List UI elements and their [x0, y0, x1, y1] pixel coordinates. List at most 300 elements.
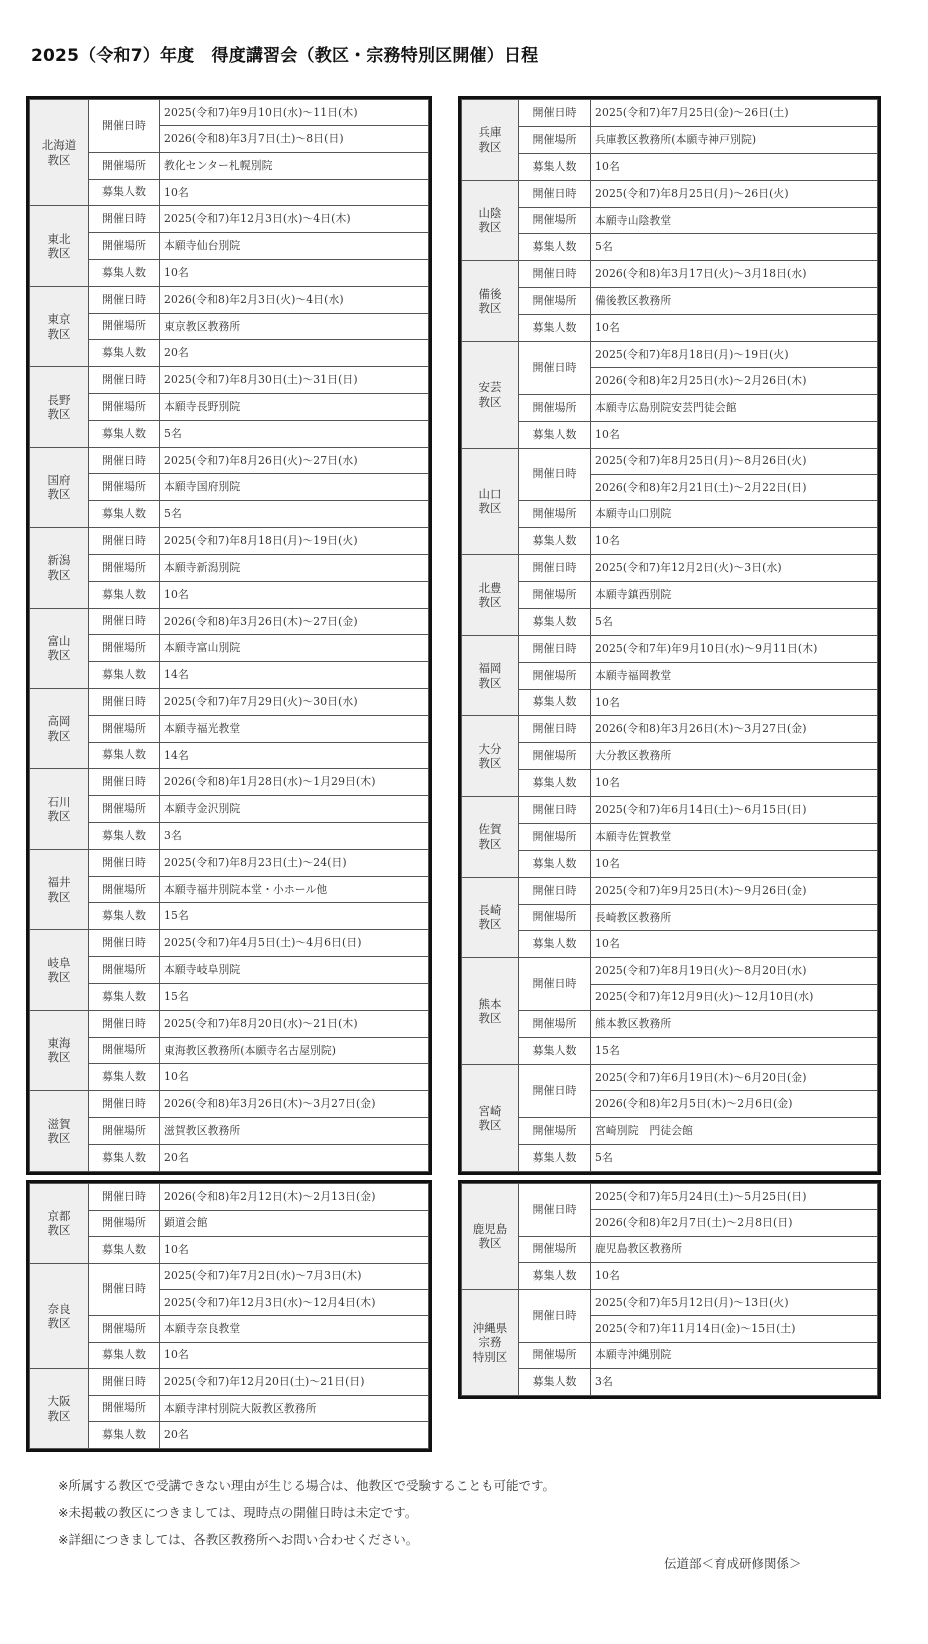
table-row	[462, 341, 878, 367]
capacity-label: 募集人数	[89, 259, 160, 286]
place-value: 本願寺広島別院安芸門徒会館	[591, 394, 878, 421]
table-row	[462, 288, 878, 315]
date-value: 2026(令和8)年2月12日(木)～2月13日(金)	[160, 1184, 429, 1211]
district-name: 北豊 教区	[462, 555, 519, 636]
place-label: 開催場所	[519, 743, 591, 770]
capacity-value: 10名	[160, 1342, 429, 1369]
place-value: 本願寺福井別院本堂・小ホール他	[160, 876, 429, 903]
place-value: 本願寺福岡教堂	[591, 662, 878, 689]
place-value: 本願寺津村別院大阪教区教務所	[160, 1395, 429, 1422]
place-label: 開催場所	[89, 233, 160, 260]
date-value: 2025(令和7)年5月12日(月)～13日(火)	[591, 1289, 878, 1315]
table-row	[462, 1289, 878, 1315]
table-row	[462, 823, 878, 850]
place-value: 本願寺山口別院	[591, 501, 878, 528]
table-row	[30, 662, 429, 689]
table-row	[462, 608, 878, 635]
table-row	[30, 1144, 429, 1171]
district-name: 大阪 教区	[30, 1369, 89, 1449]
table-row	[462, 1236, 878, 1263]
district-name: 高岡 教区	[30, 688, 89, 768]
table-row	[462, 770, 878, 797]
table-row	[30, 608, 429, 635]
place-label: 開催場所	[519, 207, 591, 234]
capacity-value: 20名	[160, 340, 429, 367]
place-label: 開催場所	[89, 796, 160, 823]
capacity-label: 募集人数	[519, 1144, 591, 1171]
date-value: 2025(令和7)年8月19日(火)～8月20日(水)	[591, 958, 878, 984]
place-label: 開催場所	[519, 582, 591, 609]
place-label: 開催場所	[89, 152, 160, 179]
date-value: 2026(令和8)年3月26日(木)～3月27日(金)	[160, 1091, 429, 1118]
date-value: 2025(令和7)年9月10日(水)～11日(木)	[160, 100, 429, 126]
capacity-value: 14名	[160, 662, 429, 689]
table-row	[30, 286, 429, 313]
capacity-value: 5名	[591, 1144, 878, 1171]
district-name: 安芸 教区	[462, 341, 519, 448]
district-name: 岐阜 教区	[30, 930, 89, 1010]
date-value: 2025(令和7)年8月26日(火)～27日(水)	[160, 447, 429, 474]
place-value: 本願寺沖縄別院	[591, 1342, 878, 1369]
date-value: 2026(令和8)年2月25日(水)～2月26日(木)	[591, 368, 878, 394]
date-value: 2025(令和7)年6月14日(土)～6月15日(日)	[591, 797, 878, 824]
capacity-value: 5名	[591, 608, 878, 635]
table-row	[30, 367, 429, 394]
capacity-value: 15名	[591, 1038, 878, 1065]
notes	[58, 1472, 555, 1553]
capacity-label: 募集人数	[519, 931, 591, 958]
table-row	[462, 1369, 878, 1396]
place-label: 開催場所	[89, 876, 160, 903]
table-row	[30, 1037, 429, 1064]
date-label: 開催日時	[519, 261, 591, 288]
capacity-label: 募集人数	[519, 1038, 591, 1065]
date-label: 開催日時	[89, 688, 160, 715]
capacity-value: 10名	[591, 770, 878, 797]
date-value: 2025(令和7)年8月30日(土)～31日(日)	[160, 367, 429, 394]
capacity-value: 20名	[160, 1144, 429, 1171]
date-value: 2025(令和7)年11月14日(金)～15日(土)	[591, 1316, 878, 1342]
table-row	[30, 259, 429, 286]
table-row	[462, 716, 878, 743]
date-label: 開催日時	[89, 206, 160, 233]
capacity-label: 募集人数	[89, 501, 160, 528]
table-row	[462, 100, 878, 127]
capacity-value: 3名	[591, 1369, 878, 1396]
capacity-value: 14名	[160, 742, 429, 769]
table-row	[30, 313, 429, 340]
table-row	[462, 662, 878, 689]
capacity-label: 募集人数	[89, 742, 160, 769]
table-row	[30, 769, 429, 796]
capacity-value: 10名	[591, 689, 878, 716]
place-value: 本願寺新潟別院	[160, 554, 429, 581]
table-row	[30, 823, 429, 850]
date-value: 2025(令和7)年8月25日(月)～8月26日(火)	[591, 448, 878, 474]
date-label: 開催日時	[89, 1184, 160, 1211]
table-row	[30, 447, 429, 474]
date-label: 開催日時	[519, 448, 591, 501]
table-row	[30, 1010, 429, 1037]
date-label: 開催日時	[89, 1010, 160, 1037]
date-value: 2026(令和8)年2月21日(土)～2月22日(日)	[591, 474, 878, 500]
date-value: 2025(令和7)年8月23日(土)～24(日)	[160, 849, 429, 876]
date-label: 開催日時	[519, 555, 591, 582]
district-name: 福岡 教区	[462, 635, 519, 716]
place-label: 開催場所	[89, 715, 160, 742]
date-label: 開催日時	[519, 1184, 591, 1237]
place-value: 本願寺山陰教堂	[591, 207, 878, 234]
table-row	[462, 877, 878, 904]
date-value: 2025(令和7)年12月20日(土)～21日(日)	[160, 1369, 429, 1396]
schedule-table-left-lower	[26, 1180, 432, 1452]
capacity-value: 15名	[160, 903, 429, 930]
district-name: 東北 教区	[30, 206, 89, 286]
date-label: 開催日時	[89, 1369, 160, 1396]
date-value: 2026(令和8)年2月7日(土)～2月8日(日)	[591, 1210, 878, 1236]
date-value: 2025(令和7)年12月3日(水)～4日(木)	[160, 206, 429, 233]
district-name: 兵庫 教区	[462, 100, 519, 181]
date-label: 開催日時	[519, 341, 591, 394]
table-row	[30, 394, 429, 421]
table-row	[30, 340, 429, 367]
table-row	[30, 528, 429, 555]
place-value: 本願寺金沢別院	[160, 796, 429, 823]
table-row	[30, 1263, 429, 1289]
place-label: 開催場所	[519, 126, 591, 153]
table-row	[462, 528, 878, 555]
place-label: 開催場所	[89, 1037, 160, 1064]
district-name: 滋賀 教区	[30, 1091, 89, 1172]
capacity-label: 募集人数	[519, 234, 591, 261]
footer-department: 伝道部＜育成研修関係＞	[664, 1556, 802, 1571]
date-label: 開催日時	[519, 635, 591, 662]
table-row	[462, 234, 878, 261]
district-name: 北海道 教区	[30, 100, 89, 206]
date-value: 2025(令和7)年6月19日(木)～6月20日(金)	[591, 1064, 878, 1090]
place-label: 開催場所	[89, 394, 160, 421]
date-value: 2025(令和7)年8月18日(月)～19日(火)	[591, 341, 878, 367]
place-label: 開催場所	[89, 1210, 160, 1237]
place-label: 開催場所	[519, 501, 591, 528]
place-value: 備後教区教務所	[591, 288, 878, 315]
capacity-value: 10名	[591, 153, 878, 180]
date-label: 開催日時	[89, 1091, 160, 1118]
table-row	[462, 743, 878, 770]
table-row	[462, 635, 878, 662]
district-table	[29, 99, 429, 1172]
place-value: 本願寺国府別院	[160, 474, 429, 501]
date-label: 開催日時	[519, 1064, 591, 1117]
table-row	[462, 1144, 878, 1171]
date-label: 開催日時	[89, 849, 160, 876]
table-row	[462, 126, 878, 153]
date-value: 2025(令和7)年8月20日(水)～21日(木)	[160, 1010, 429, 1037]
place-label: 開催場所	[89, 313, 160, 340]
place-value: 顕道会館	[160, 1210, 429, 1237]
place-value: 本願寺長野別院	[160, 394, 429, 421]
table-row	[30, 1369, 429, 1396]
date-value: 2025(令和7)年12月3日(水)～12月4日(木)	[160, 1289, 429, 1315]
date-value: 2025(令和7)年12月9日(火)～12月10日(水)	[591, 984, 878, 1010]
date-value: 2026(令和8)年3月17日(火)～3月18日(水)	[591, 261, 878, 288]
capacity-label: 募集人数	[89, 581, 160, 608]
table-row	[30, 688, 429, 715]
table-row	[30, 420, 429, 447]
capacity-label: 募集人数	[89, 983, 160, 1010]
capacity-value: 15名	[160, 983, 429, 1010]
place-value: 滋賀教区教務所	[160, 1117, 429, 1144]
district-name: 東京 教区	[30, 286, 89, 366]
date-label: 開催日時	[519, 877, 591, 904]
table-row	[30, 1316, 429, 1343]
place-label: 開催場所	[89, 635, 160, 662]
table-row	[30, 1210, 429, 1237]
district-name: 山陰 教区	[462, 180, 519, 261]
place-value: 大分教区教務所	[591, 743, 878, 770]
table-row	[462, 153, 878, 180]
place-label: 開催場所	[519, 904, 591, 931]
table-row	[30, 635, 429, 662]
capacity-label: 募集人数	[89, 662, 160, 689]
capacity-label: 募集人数	[89, 1144, 160, 1171]
date-value: 2026(令和8)年2月3日(火)～4日(水)	[160, 286, 429, 313]
table-row	[462, 448, 878, 474]
date-value: 2026(令和8)年3月26日(木)～27日(金)	[160, 608, 429, 635]
date-label: 開催日時	[89, 1263, 160, 1315]
table-row	[462, 1342, 878, 1369]
table-row	[30, 983, 429, 1010]
table-row	[462, 207, 878, 234]
table-row	[462, 582, 878, 609]
table-row	[30, 474, 429, 501]
table-row	[462, 1038, 878, 1065]
capacity-value: 3名	[160, 823, 429, 850]
place-value: 教化センター札幌別院	[160, 152, 429, 179]
place-value: 本願寺仙台別院	[160, 233, 429, 260]
place-value: 熊本教区教務所	[591, 1011, 878, 1038]
place-label: 開催場所	[89, 1395, 160, 1422]
table-row	[462, 421, 878, 448]
date-value: 2026(令和8)年1月28日(水)～1月29日(木)	[160, 769, 429, 796]
capacity-label: 募集人数	[519, 315, 591, 342]
table-row	[30, 930, 429, 957]
date-label: 開催日時	[89, 100, 160, 153]
district-name: 京都 教区	[30, 1184, 89, 1264]
capacity-label: 募集人数	[89, 179, 160, 206]
place-value: 本願寺岐阜別院	[160, 957, 429, 984]
table-row	[462, 1064, 878, 1090]
date-label: 開催日時	[89, 286, 160, 313]
table-row	[30, 1342, 429, 1369]
date-value: 2025(令和7)年5月24日(土)～5月25日(日)	[591, 1184, 878, 1210]
capacity-label: 募集人数	[519, 528, 591, 555]
place-label: 開催場所	[519, 1342, 591, 1369]
capacity-value: 10名	[160, 1237, 429, 1264]
note-line: ※詳細につきましては、各教区教務所へお問い合わせください。	[58, 1532, 419, 1547]
date-value: 2025(令和7年)年9月10日(水)～9月11日(木)	[591, 635, 878, 662]
capacity-label: 募集人数	[519, 850, 591, 877]
table-row	[30, 876, 429, 903]
place-value: 東海教区教務所(本願寺名古屋別院)	[160, 1037, 429, 1064]
table-row	[30, 501, 429, 528]
place-value: 宮崎別院 門徒会館	[591, 1117, 878, 1144]
place-value: 本願寺奈良教堂	[160, 1316, 429, 1343]
table-row	[462, 904, 878, 931]
capacity-label: 募集人数	[519, 770, 591, 797]
district-name: 国府 教区	[30, 447, 89, 527]
capacity-label: 募集人数	[89, 1237, 160, 1264]
place-label: 開催場所	[519, 288, 591, 315]
capacity-value: 10名	[591, 931, 878, 958]
capacity-label: 募集人数	[89, 823, 160, 850]
table-row	[30, 957, 429, 984]
table-row	[30, 715, 429, 742]
capacity-value: 20名	[160, 1422, 429, 1449]
capacity-label: 募集人数	[89, 340, 160, 367]
note-line: ※所属する教区で受講できない理由が生じる場合は、他教区で受験することも可能です。	[58, 1478, 555, 1493]
place-value: 兵庫教区教務所(本願寺神戸別院)	[591, 126, 878, 153]
table-row	[30, 100, 429, 126]
place-label: 開催場所	[89, 957, 160, 984]
date-value: 2025(令和7)年7月2日(水)～7月3日(木)	[160, 1263, 429, 1289]
table-row	[30, 581, 429, 608]
capacity-value: 10名	[591, 1263, 878, 1290]
schedule-table-left	[26, 96, 432, 1175]
place-label: 開催場所	[519, 1117, 591, 1144]
capacity-value: 10名	[591, 315, 878, 342]
capacity-label: 募集人数	[519, 689, 591, 716]
capacity-label: 募集人数	[89, 1422, 160, 1449]
place-label: 開催場所	[519, 823, 591, 850]
table-row	[462, 1011, 878, 1038]
district-name: 鹿児島 教区	[462, 1184, 519, 1290]
table-row	[462, 958, 878, 984]
capacity-label: 募集人数	[89, 903, 160, 930]
place-label: 開催場所	[519, 394, 591, 421]
table-row	[462, 931, 878, 958]
capacity-label: 募集人数	[89, 1342, 160, 1369]
schedule-table-right-lower	[458, 1180, 881, 1399]
district-table	[461, 99, 878, 1172]
table-row	[462, 1184, 878, 1210]
district-name: 大分 教区	[462, 716, 519, 797]
table-row	[462, 180, 878, 207]
district-name: 熊本 教区	[462, 958, 519, 1065]
district-name: 福井 教区	[30, 849, 89, 929]
capacity-label: 募集人数	[519, 1263, 591, 1290]
place-label: 開催場所	[89, 554, 160, 581]
capacity-value: 5名	[591, 234, 878, 261]
district-name: 備後 教区	[462, 261, 519, 342]
place-label: 開催場所	[519, 1236, 591, 1263]
date-label: 開催日時	[89, 608, 160, 635]
table-row	[462, 1263, 878, 1290]
place-label: 開催場所	[519, 662, 591, 689]
schedule-table-right	[458, 96, 881, 1175]
table-row	[462, 797, 878, 824]
district-name: 石川 教区	[30, 769, 89, 849]
capacity-label: 募集人数	[519, 421, 591, 448]
capacity-value: 10名	[591, 528, 878, 555]
table-row	[462, 394, 878, 421]
page-title: 2025（令和7）年度 得度講習会（教区・宗務特別区開催）日程	[31, 46, 539, 66]
date-value: 2025(令和7)年7月29日(火)～30日(水)	[160, 688, 429, 715]
place-value: 鹿児島教区教務所	[591, 1236, 878, 1263]
table-row	[30, 1091, 429, 1118]
place-label: 開催場所	[89, 474, 160, 501]
table-row	[462, 261, 878, 288]
capacity-label: 募集人数	[519, 1369, 591, 1396]
table-row	[462, 850, 878, 877]
date-label: 開催日時	[89, 447, 160, 474]
date-value: 2025(令和7)年12月2日(火)～3日(水)	[591, 555, 878, 582]
date-label: 開催日時	[519, 180, 591, 207]
table-row	[462, 501, 878, 528]
table-row	[30, 554, 429, 581]
date-value: 2025(令和7)年7月25日(金)～26日(土)	[591, 100, 878, 127]
district-table	[29, 1183, 429, 1449]
capacity-label: 募集人数	[89, 420, 160, 447]
date-label: 開催日時	[519, 958, 591, 1011]
place-value: 東京教区教務所	[160, 313, 429, 340]
place-value: 本願寺佐賀教堂	[591, 823, 878, 850]
capacity-label: 募集人数	[89, 1064, 160, 1091]
place-label: 開催場所	[89, 1117, 160, 1144]
capacity-value: 10名	[160, 581, 429, 608]
capacity-value: 10名	[591, 850, 878, 877]
table-row	[30, 796, 429, 823]
date-label: 開催日時	[89, 930, 160, 957]
capacity-value: 10名	[160, 179, 429, 206]
note-line: ※未掲載の教区につきましては、現時点の開催日時は未定です。	[58, 1505, 418, 1520]
table-row	[30, 1237, 429, 1264]
capacity-value: 5名	[160, 501, 429, 528]
date-value: 2025(令和7)年8月25日(月)～26日(火)	[591, 180, 878, 207]
place-value: 本願寺福光教堂	[160, 715, 429, 742]
place-value: 長崎教区教務所	[591, 904, 878, 931]
district-name: 長崎 教区	[462, 877, 519, 958]
table-row	[30, 206, 429, 233]
district-name: 沖縄県 宗務 特別区	[462, 1289, 519, 1395]
table-row	[462, 689, 878, 716]
district-table	[461, 1183, 878, 1396]
date-value: 2026(令和8)年3月26日(木)～3月27日(金)	[591, 716, 878, 743]
table-row	[30, 742, 429, 769]
date-value: 2025(令和7)年8月18日(月)～19日(火)	[160, 528, 429, 555]
table-row	[462, 1117, 878, 1144]
district-name: 佐賀 教区	[462, 797, 519, 878]
date-label: 開催日時	[519, 716, 591, 743]
place-value: 本願寺富山別院	[160, 635, 429, 662]
date-label: 開催日時	[89, 367, 160, 394]
district-name: 富山 教区	[30, 608, 89, 688]
district-name: 宮崎 教区	[462, 1064, 519, 1171]
capacity-value: 5名	[160, 420, 429, 447]
place-label: 開催場所	[89, 1316, 160, 1343]
place-value: 本願寺鎮西別院	[591, 582, 878, 609]
date-label: 開催日時	[519, 797, 591, 824]
capacity-value: 10名	[160, 1064, 429, 1091]
table-row	[30, 1184, 429, 1211]
table-row	[30, 152, 429, 179]
table-row	[30, 1064, 429, 1091]
capacity-label: 募集人数	[519, 153, 591, 180]
district-name: 奈良 教区	[30, 1263, 89, 1368]
table-row	[30, 903, 429, 930]
date-label: 開催日時	[89, 528, 160, 555]
district-name: 山口 教区	[462, 448, 519, 555]
